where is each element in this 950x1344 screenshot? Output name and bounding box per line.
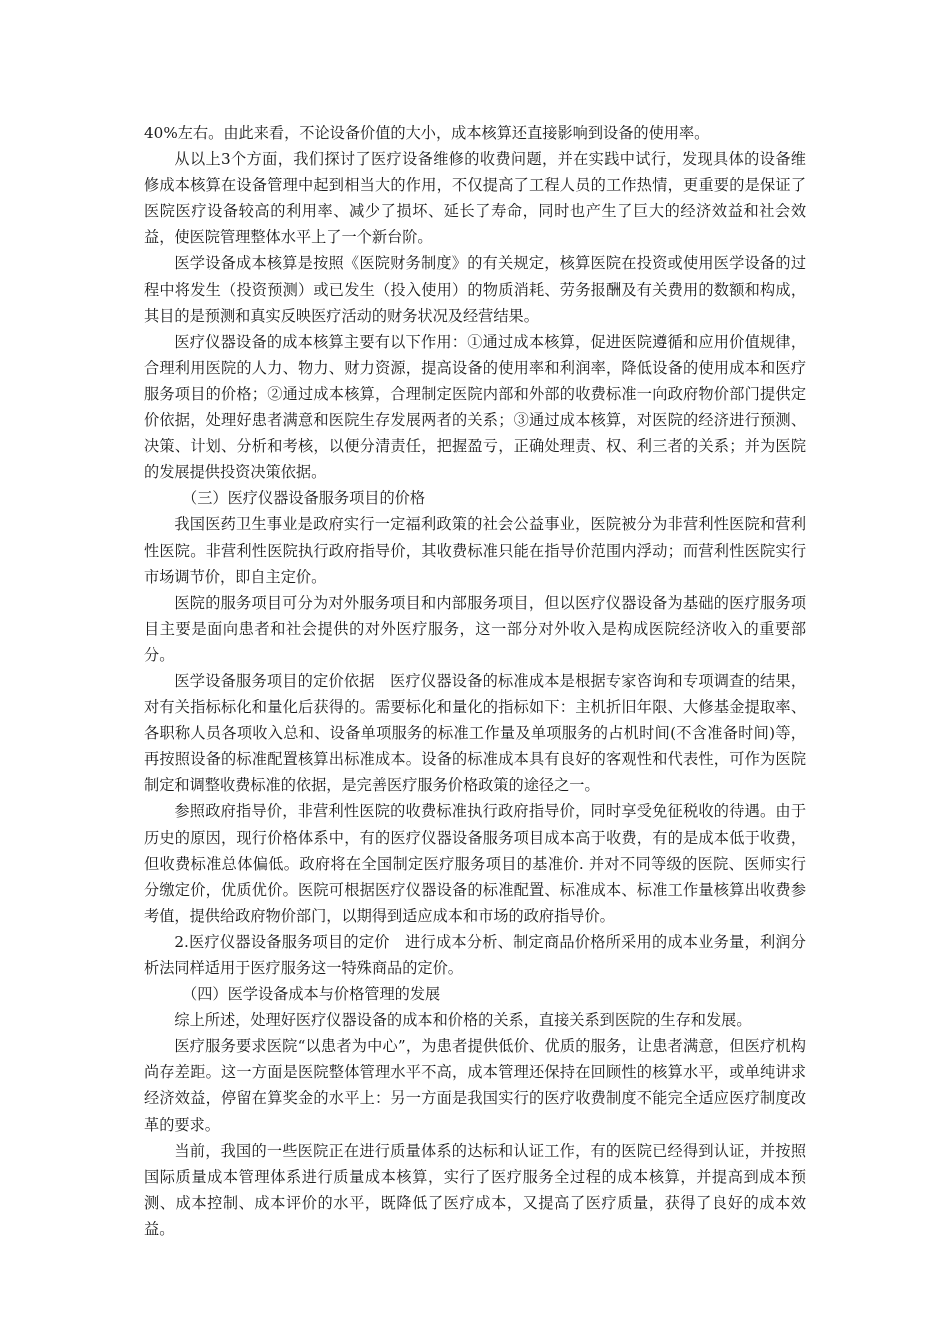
paragraph: 医疗服务要求医院“以患者为中心”，为患者提供低价、优质的服务，让患者满意，但医疗机构尚存差距。这一方面是医院整体管理水平不高，成本管理还保持在回顾性的核算水平，或单纯讲求经济效益，停留在算奖金的水平上：另一方面是我国实行的医疗收费制度不能完全适应医疗制度改革的要求。 bbox=[144, 1037, 806, 1134]
paragraph: 从以上3个方面，我们探讨了医疗设备维修的收费问题，并在实践中试行，发现具体的设备维修成本核算在设备管理中起到相当大的作用，不仅提高了工程人员的工作热情，更重要的是保证了医院医疗设备较高的利用率、减少了损坏、延长了寿命，同时也产生了巨大的经济效益和社会效益，使医院管理整体水平上了一个新台阶。 bbox=[144, 150, 806, 247]
section-heading: （四）医学设备成本与价格管理的发展 bbox=[182, 985, 441, 1004]
document-body bbox=[144, 120, 806, 1242]
paragraph-continuation: 40%左右。由此来看，不论设备价值的大小，成本核算还直接影响到设备的使用率。 bbox=[144, 124, 710, 142]
paragraph: 我国医药卫生事业是政府实行一定福利政策的社会公益事业，医院被分为非营利性医院和营利性医院。非营利性医院执行政府指导价，其收费标准只能在指导价范围内浮动；而营利性医院实行市场调节价，即自主定价。 bbox=[144, 515, 806, 586]
paragraph: 医疗仪器设备的成本核算主要有以下作用：①通过成本核算，促进医院遵循和应用价值规律，合理利用医院的人力、物力、财力资源，提高设备的使用率和利润率，降低设备的使用成本和医疗服务项目的价格；②通过成本核算，合理制定医院内部和外部的收费标准一向政府物价部门提供定价依据，处理好患者满意和医院生存发展两者的关系；③通过成本核算，对医院的经济进行预测、决策、计划、分析和考核，以便分清责任，把握盈亏，正确处理责、权、利三者的关系；并为医院的发展提供投资决策依据。 bbox=[144, 332, 806, 482]
paragraph: 医院的服务项目可分为对外服务项目和内部服务项目，但以医疗仪器设备为基础的医疗服务项目主要是面向患者和社会提供的对外医疗服务，这一部分对外收入是构成医院经济收入的重要部分。 bbox=[144, 593, 806, 664]
paragraph: 综上所述，处理好医疗仪器设备的成本和价格的关系，直接关系到医院的生存和发展。 bbox=[174, 1011, 752, 1030]
paragraph: 2.医疗仪器设备服务项目的定价 进行成本分析、制定商品价格所采用的成本业务量，利润分析法同样适用于医疗服务这一特殊商品的定价。 bbox=[144, 932, 806, 977]
paragraph: 参照政府指导价，非营利性医院的收费标准执行政府指导价，同时享受免征税收的待遇。由于历史的原因，现行价格体系中，有的医疗仪器设备服务项目成本高于收费，有的是成本低于收费，但收费标准总体偏低。政府将在全国制定医疗服务项目的基准价. 并对不同等级的医院、医师实行分缴定价，优质优价。医院可根据医疗仪器设备的标准配置、标准成本、标准工作量核算出收费参考值，提供给政府物价部门，以期得到适应成本和市场的政府指导价。 bbox=[144, 802, 806, 925]
paragraph: 当前，我国的一些医院正在进行质量体系的达标和认证工作，有的医院已经得到认证，并按照国际质量成本管理体系进行质量成本核算，实行了医疗服务全过程的成本核算，并提高到成本预测、成本控制、成本评价的水平，既降低了医疗成本，又提高了医疗质量，获得了良好的成本效益。 bbox=[144, 1141, 806, 1238]
paragraph: 医学设备服务项目的定价依据 医疗仪器设备的标准成本是根据专家咨询和专项调查的结果，对有关指标标化和量化后获得的。需要标化和量化的指标如下：主机折旧年限、大修基金提取率、各职称人员各项收入总和、设备单项服务的标准工作量及单项服务的占机时间(不含准备时间)等，再按照设备的标准配置核算出标准成本。设备的标准成本具有良好的客观性和代表性，可作为医院制定和调整收费标准的依据，是完善医疗服务价格政策的途径之一。 bbox=[144, 671, 806, 795]
section-heading: （三）医疗仪器设备服务项目的价格 bbox=[182, 489, 425, 508]
paragraph: 医学设备成本核算是按照《医院财务制度》的有关规定，核算医院在投资或使用医学设备的过程中将发生（投资预测）或已发生（投入使用）的物质消耗、劳务报酬及有关费用的数额和构成，其目的是预测和真实反映医疗活动的财务状况及经营结果。 bbox=[144, 254, 806, 325]
